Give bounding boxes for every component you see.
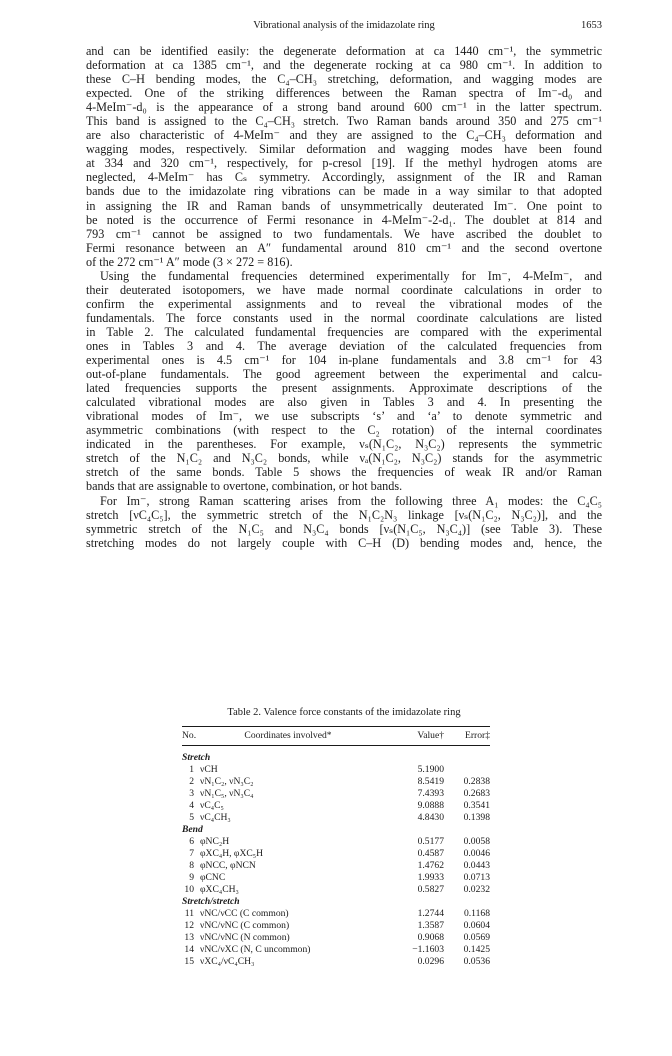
table-header-row bbox=[182, 730, 490, 742]
cell-coordinates bbox=[182, 776, 392, 788]
cell-error: 0.1398 bbox=[463, 812, 490, 823]
text-line: bands due to the imidazolate ring vibrations can be made in a way similar to that adopted bbox=[86, 184, 602, 199]
text-line: stretching modes do not largely couple with C–H (D) bending modes and, hence, the bbox=[86, 535, 602, 550]
cell-no: 15 bbox=[184, 956, 194, 967]
table-section-heading: Bend bbox=[182, 824, 203, 835]
table-top-rule bbox=[182, 726, 490, 727]
cell-error: 0.0232 bbox=[463, 884, 490, 895]
text-line: bands that are assignable to overtone, combination, or hot bands. bbox=[86, 479, 403, 494]
table-row bbox=[182, 884, 490, 896]
text-line: are also characteristic of 4-MeIm⁻ and they are assigned to the C₄–CH₃ deformation and bbox=[86, 128, 602, 143]
text-line: This band is assigned to the C₄–CH₃ stretch. Two Raman bands around 350 and 275 cm⁻¹ bbox=[86, 114, 602, 129]
text-line: calculated vibrational modes are also given in Tables 3 and 4. In presenting the bbox=[86, 395, 602, 410]
cell-no: 11 bbox=[184, 908, 194, 919]
cell-coordinate-text: φNC₂H bbox=[200, 836, 230, 847]
cell-coordinate-text: νNC/νNC (C common) bbox=[200, 920, 290, 931]
text-line: vibrational modes of Im⁻, we use subscripts ‘s’ and ‘a’ to denote symmetric and bbox=[86, 409, 602, 424]
table-body bbox=[182, 752, 490, 968]
table-row bbox=[182, 764, 490, 776]
cell-no: 5 bbox=[189, 812, 194, 823]
text-line: 793 cm⁻¹ cannot be assigned to two fundamentals. We have ascribed the doublet to bbox=[86, 226, 602, 241]
table-row bbox=[182, 812, 490, 824]
table-row bbox=[182, 932, 490, 944]
text-line: 4-MeIm⁻-d₀ is the appearance of a strong band around 600 cm⁻¹ in the latter spectrum. bbox=[86, 100, 602, 115]
running-head: Vibrational analysis of the imidazolate ring bbox=[253, 20, 435, 31]
cell-no: 7 bbox=[189, 848, 194, 859]
text-line: confirm the experimental assignments and to reveal the vibrational modes of the bbox=[86, 296, 602, 311]
table-row bbox=[182, 956, 490, 968]
cell-value: 8.5419 bbox=[417, 776, 444, 787]
text-line: ones in Tables 3 and 4. The average deviation of the calculated frequencies from bbox=[86, 338, 602, 353]
cell-coordinates bbox=[182, 836, 392, 848]
cell-error: 0.0604 bbox=[463, 920, 490, 931]
text-line: indicated in the parentheses. For example, νₛ(N₁C₂, N₃C₂) represents the symmetric bbox=[86, 437, 602, 452]
text-line: wagging modes, respectively. Similar deformation and wagging modes have been found bbox=[86, 142, 602, 157]
cell-coordinate-text: φXC₄CH₃ bbox=[200, 884, 239, 895]
cell-error: 0.0058 bbox=[463, 836, 490, 847]
cell-value: 9.0888 bbox=[417, 800, 444, 811]
table-row bbox=[182, 908, 490, 920]
cell-no: 3 bbox=[189, 788, 194, 799]
cell-value: 0.5177 bbox=[417, 836, 444, 847]
table-section-heading: Stretch bbox=[182, 752, 211, 763]
cell-coordinate-text: νCH bbox=[200, 764, 218, 775]
cell-coordinate-text: νNC/νCC (C common) bbox=[200, 908, 289, 919]
cell-error: 0.1168 bbox=[463, 908, 490, 919]
text-line: these C–H bending modes, the C₄–CH₃ stretching, deformation, and wagging modes are bbox=[86, 72, 602, 87]
table-section-heading: Stretch/stretch bbox=[182, 896, 240, 907]
cell-value: 0.5827 bbox=[417, 884, 444, 895]
cell-coordinate-text: φXC₄H, φXC₅H bbox=[200, 848, 264, 859]
cell-value: 0.4587 bbox=[417, 848, 444, 859]
cell-coordinate-text: νNC/νXC (N, C uncommon) bbox=[200, 944, 311, 955]
table-row bbox=[182, 944, 490, 956]
text-line: out-of-plane fundamentals. The good agreement between the experimental and calcu- bbox=[86, 367, 602, 382]
cell-error: 0.0536 bbox=[463, 956, 490, 967]
cell-error: 0.2838 bbox=[463, 776, 490, 787]
cell-coordinate-text: νXC₄/νC₄CH₃ bbox=[200, 956, 255, 967]
text-line: symmetric stretch of the N₁C₅ and N₃C₄ bonds [νₛ(N₁C₅, N₃C₄)] (see Table 3). These bbox=[86, 521, 602, 536]
cell-error: 0.3541 bbox=[463, 800, 490, 811]
cell-error: 0.0569 bbox=[463, 932, 490, 943]
text-line: stretch of the same bonds. Table 5 shows the frequencies of weak IR and/or Raman bbox=[86, 465, 602, 480]
cell-coordinates bbox=[182, 872, 392, 884]
cell-coordinates bbox=[182, 920, 392, 932]
cell-coordinate-text: νC₄C₅ bbox=[200, 800, 224, 811]
cell-no: 4 bbox=[189, 800, 194, 811]
text-line: be noted is the occurrence of Fermi resonance in 4-MeIm⁻-2-d₁. The doublet at 814 and bbox=[86, 212, 602, 227]
text-line: neglected, 4-MeIm⁻ has Cₛ symmetry. Accordingly, assignment of the IR and Raman bbox=[86, 170, 602, 185]
cell-coordinate-text: νN₁C₂, νN₃C₂ bbox=[200, 776, 254, 787]
text-line: their deuterated isotopomers, we have made normal coordinate calculations in order to bbox=[86, 282, 602, 297]
cell-no: 6 bbox=[189, 836, 194, 847]
text-line: of the 272 cm⁻¹ A″ mode (3 × 272 = 816). bbox=[86, 254, 293, 269]
table-row bbox=[182, 776, 490, 788]
cell-error: 0.1425 bbox=[463, 944, 490, 955]
cell-coordinates bbox=[182, 812, 392, 824]
cell-no: 12 bbox=[184, 920, 194, 931]
cell-no: 8 bbox=[189, 860, 194, 871]
table-row bbox=[182, 836, 490, 848]
text-line: expected. One of the striking differences between the Raman spectra of Im⁻-d₀ and bbox=[86, 86, 602, 101]
cell-coordinate-text: φNCC, φNCN bbox=[200, 860, 256, 871]
col-header-value: Value† bbox=[417, 730, 444, 741]
col-header-coordinates: Coordinates involved* bbox=[244, 730, 332, 741]
cell-coordinates bbox=[182, 860, 392, 872]
cell-coordinates bbox=[182, 932, 392, 944]
cell-no: 13 bbox=[184, 932, 194, 943]
cell-error: 0.0713 bbox=[463, 872, 490, 883]
cell-value: 5.1900 bbox=[417, 764, 444, 775]
text-line: fundamentals. The force constants used in the normal coordinate calculations are listed bbox=[86, 310, 602, 325]
table-row bbox=[182, 848, 490, 860]
cell-value: 1.2744 bbox=[417, 908, 444, 919]
cell-error: 0.0443 bbox=[463, 860, 490, 871]
cell-coordinate-text: φCNC bbox=[200, 872, 226, 883]
page-header bbox=[86, 20, 602, 36]
text-line: stretch [νC₄C₅], the symmetric stretch of the N₁C₂N₃ linkage [νₛ(N₁C₂, N₃C₂)], and the bbox=[86, 507, 602, 522]
text-line: For Im⁻, strong Raman scattering arises from the following three A₁ modes: the C₄C₅ bbox=[100, 493, 602, 508]
table-caption: Table 2. Valence force constants of the imidazolate ring bbox=[227, 707, 461, 718]
cell-value: 7.4393 bbox=[417, 788, 444, 799]
cell-coordinate-text: νN₁C₅, νN₃C₄ bbox=[200, 788, 254, 799]
cell-coordinates bbox=[182, 944, 392, 956]
cell-no: 10 bbox=[184, 884, 194, 895]
force-constants-table bbox=[182, 726, 490, 968]
cell-coordinates bbox=[182, 848, 392, 860]
cell-value: 1.3587 bbox=[417, 920, 444, 931]
table-row bbox=[182, 920, 490, 932]
text-line: in Table 2. The calculated fundamental frequencies are compared with the experimental bbox=[86, 324, 602, 339]
text-line: lated frequencies supports the present assignments. Approximate descriptions of the bbox=[86, 381, 602, 396]
text-line: and can be identified easily: the degenerate deformation at ca 1440 cm⁻¹, the symmetric bbox=[86, 44, 602, 58]
cell-value: 0.9068 bbox=[417, 932, 444, 943]
cell-value: 1.9933 bbox=[417, 872, 444, 883]
cell-no: 14 bbox=[184, 944, 194, 955]
cell-coordinate-text: νC₄CH₃ bbox=[200, 812, 231, 823]
text-line: at 334 and 320 cm⁻¹, respectively, for p-cresol [19]. If the methyl hydrogen atoms are bbox=[86, 156, 602, 171]
cell-error: 0.0046 bbox=[463, 848, 490, 859]
table-row bbox=[182, 872, 490, 884]
table-row bbox=[182, 800, 490, 812]
page-number: 1653 bbox=[581, 20, 602, 31]
text-line: deformation at ca 1385 cm⁻¹, and the degenerate rocking at ca 980 cm⁻¹. In addition to bbox=[86, 58, 602, 73]
cell-value: 4.8430 bbox=[417, 812, 444, 823]
table-row bbox=[182, 788, 490, 800]
cell-coordinate-text: νNC/νNC (N common) bbox=[200, 932, 290, 943]
body-text bbox=[86, 44, 602, 550]
col-header-no: No. bbox=[182, 730, 197, 741]
text-line: asymmetric combinations (with respect to the C₂ rotation) of the internal coordinates bbox=[86, 423, 602, 438]
text-line: Using the fundamental frequencies determined experimentally for Im⁻, 4-MeIm⁻, and bbox=[100, 268, 602, 283]
cell-coordinates bbox=[182, 884, 392, 896]
cell-value: −1.1603 bbox=[412, 944, 444, 955]
table-header-rule bbox=[182, 745, 490, 746]
cell-no: 1 bbox=[189, 764, 194, 775]
cell-coordinates bbox=[182, 908, 392, 920]
cell-value: 0.0296 bbox=[417, 956, 444, 967]
cell-coordinates bbox=[182, 764, 392, 776]
text-line: stretch of the N₁C₂ and N₃C₂ bonds, while νₐ(N₁C₂, N₃C₂) stands for the asymmetric bbox=[86, 451, 602, 466]
cell-coordinates bbox=[182, 956, 392, 968]
col-header-error: Error‡ bbox=[464, 730, 490, 741]
text-line: Fermi resonance between an A″ fundamental around 810 cm⁻¹ and the second overtone bbox=[86, 240, 602, 255]
cell-coordinates bbox=[182, 788, 392, 800]
text-line: in assigning the IR and Raman bands of unsymmetrically deuterated Im⁻. One point to bbox=[86, 198, 602, 213]
cell-no: 2 bbox=[189, 776, 194, 787]
cell-coordinates bbox=[182, 800, 392, 812]
cell-no: 9 bbox=[189, 872, 194, 883]
table-row bbox=[182, 860, 490, 872]
cell-error: 0.2683 bbox=[463, 788, 490, 799]
text-line: experimental ones is 4.5 cm⁻¹ for 104 in-plane fundamentals and 3.8 cm⁻¹ for 43 bbox=[86, 353, 602, 368]
cell-value: 1.4762 bbox=[417, 860, 444, 871]
